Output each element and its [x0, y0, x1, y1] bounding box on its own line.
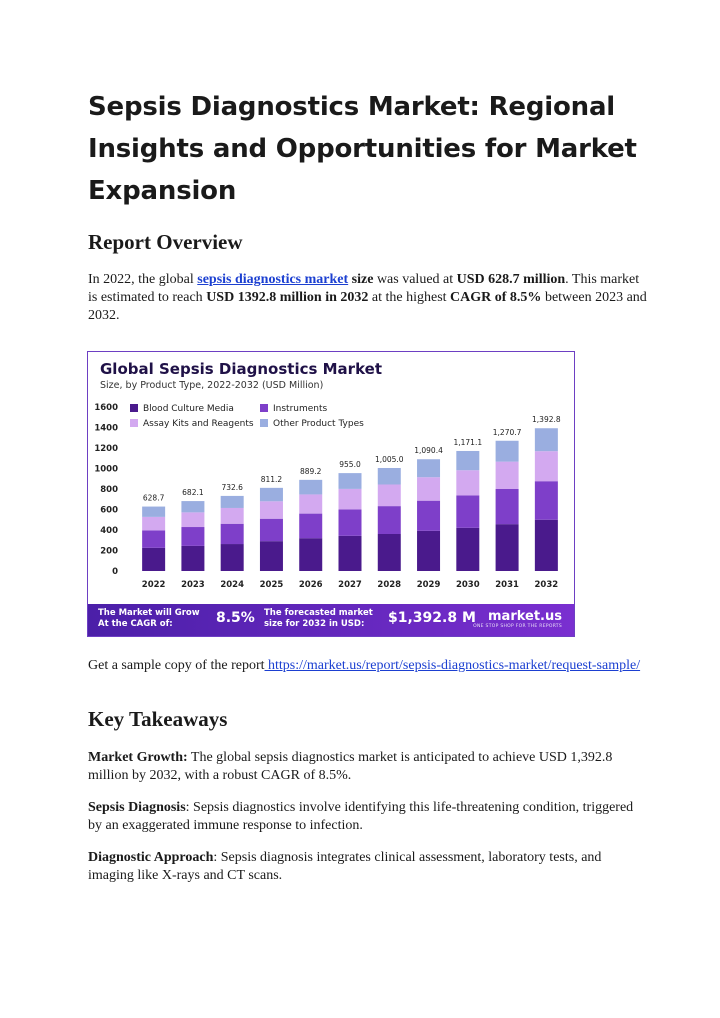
takeaway-label: Market Growth: [88, 750, 188, 765]
stacked-bar-chart [88, 352, 574, 602]
overview-text: . This market is estimated to reach [88, 272, 640, 305]
market-chart-figure [87, 351, 575, 637]
bar-total-label: 1,171.1 [453, 437, 483, 447]
y-tick-label: 0 [112, 567, 118, 577]
bar-segment [260, 488, 283, 501]
cagr-banner-value: 8.5% [216, 610, 255, 626]
bar-total-label: 889.2 [299, 466, 322, 476]
x-tick-label: 2028 [377, 580, 402, 590]
legend-label: Other Product Types [273, 419, 364, 429]
bar-segment [378, 468, 401, 485]
cagr-banner-label [98, 608, 200, 630]
value-2022: USD 628.7 million [456, 272, 566, 287]
y-tick-label: 1400 [94, 423, 118, 434]
x-tick-label: 2025 [259, 580, 284, 590]
sample-prefix: Get a sample copy of the report [88, 658, 265, 673]
x-tick-label: 2026 [298, 580, 323, 590]
x-tick-label: 2030 [455, 580, 480, 590]
bar-total-label: 682.1 [182, 488, 204, 498]
legend-label: Blood Culture Media [143, 404, 234, 414]
takeaway-label: Sepsis Diagnosis [88, 800, 186, 815]
value-2032: USD 1392.8 million in 2032 [206, 290, 369, 305]
report-overview-heading: Report Overview [88, 230, 243, 254]
forecast-banner-label [264, 608, 373, 630]
bar-total-label: 1,270.7 [492, 427, 522, 437]
bar-segment [299, 494, 322, 513]
market-us-logo: market.us [488, 609, 562, 624]
bar-segment [260, 501, 283, 518]
bar-segment [339, 509, 362, 535]
bar-segment [181, 512, 204, 527]
bar-total-label: 955.0 [339, 460, 361, 470]
overview-bold: size [351, 272, 374, 287]
y-tick-label: 200 [100, 546, 118, 557]
cagr-banner-line: At the CAGR of: [98, 619, 173, 629]
market-us-tagline: ONE STOP SHOP FOR THE REPORTS [473, 624, 562, 629]
overview-text: at the highest [368, 290, 451, 305]
bar-segment [535, 428, 558, 451]
bar-segment [496, 462, 519, 489]
report-overview-paragraph [88, 271, 648, 325]
takeaway-item [88, 799, 648, 835]
y-tick-label: 400 [100, 526, 118, 536]
legend-label: Assay Kits and Reagents [143, 419, 254, 429]
forecast-banner-line: size for 2032 in USD: [264, 619, 365, 629]
bar-total-label: 628.7 [142, 493, 165, 503]
takeaway-text: The global sepsis diagnostics market is anticipated to achieve USD 1,392.8 million by 2032, with a robust CAGR of 8.5%. [88, 750, 613, 783]
bar-segment [339, 536, 362, 571]
bar-segment [535, 451, 558, 481]
takeaway-label: Diagnostic Approach [88, 850, 214, 865]
bar-segment [221, 508, 244, 524]
bar-segment [299, 480, 322, 495]
bar-segment [339, 489, 362, 510]
y-tick-label: 1600 [94, 403, 118, 413]
y-tick-label: 1000 [94, 464, 118, 475]
bar-segment [221, 524, 244, 544]
x-tick-label: 2023 [181, 580, 205, 590]
y-tick-label: 600 [100, 505, 118, 516]
bar-segment [142, 548, 165, 571]
bar-segment [181, 546, 204, 571]
overview-text: In 2022, the global [88, 272, 198, 287]
bar-segment [456, 451, 479, 470]
y-tick-label: 800 [100, 485, 118, 495]
chart-subtitle: Size, by Product Type, 2022-2032 (USD Million) [100, 380, 324, 391]
bar-total-label: 811.2 [260, 474, 283, 484]
overview-text: between 2023 and 2032. [88, 290, 647, 323]
takeaway-text: : Sepsis diagnostics involve identifying this life-threatening condition, triggered by an exaggerated immune response to infection. [88, 800, 634, 833]
bar-segment [181, 527, 204, 546]
key-takeaways-heading: Key Takeaways [88, 707, 228, 731]
chart-title: Global Sepsis Diagnostics Market [100, 360, 382, 378]
x-tick-label: 2022 [141, 580, 166, 590]
summary-banner [88, 604, 574, 636]
overview-text: was valued at [373, 272, 457, 287]
bar-segment [456, 470, 479, 495]
bar-segment [181, 501, 204, 512]
bar-segment [417, 501, 440, 531]
takeaway-text: : Sepsis diagnosis integrates clinical assessment, laboratory tests, and imaging like X-rays and CT scans. [88, 850, 602, 883]
bar-segment [142, 507, 165, 517]
x-tick-label: 2029 [416, 580, 441, 590]
bar-segment [496, 524, 519, 571]
forecast-banner-value: $1,392.8 M [388, 610, 476, 626]
bar-segment [299, 538, 322, 571]
bar-total-label: 1,090.4 [414, 446, 443, 456]
bar-segment [378, 484, 401, 506]
y-tick-label: 1200 [94, 444, 118, 454]
takeaway-item [88, 849, 648, 885]
bar-total-label: 1,005.0 [374, 454, 404, 464]
bar-total-label: 1,392.8 [532, 415, 561, 425]
x-tick-label: 2031 [495, 580, 519, 590]
bar-segment [456, 495, 479, 527]
bar-segment [535, 481, 558, 520]
cagr-banner-line: The Market will Grow [98, 608, 200, 618]
x-tick-label: 2027 [338, 580, 362, 590]
bar-segment [417, 477, 440, 500]
bar-segment [339, 473, 362, 489]
bar-segment [456, 528, 479, 571]
x-tick-label: 2024 [220, 580, 245, 590]
bar-total-label: 732.6 [221, 482, 243, 492]
bar-segment [496, 489, 519, 524]
bar-segment [142, 517, 165, 531]
bar-segment [221, 496, 244, 508]
sepsis-market-link[interactable]: sepsis diagnostics market [197, 272, 349, 287]
cagr-value: CAGR of 8.5% [450, 290, 542, 305]
bar-segment [417, 531, 440, 571]
bar-segment [496, 441, 519, 462]
page-title: Sepsis Diagnostics Market: Regional Insights and Opportunities for Market Expansion [88, 92, 637, 206]
bar-segment [535, 520, 558, 571]
sample-paragraph [88, 657, 648, 675]
sample-report-link[interactable]: https://market.us/report/sepsis-diagnostics-market/request-sample/ [264, 658, 641, 673]
bar-segment [260, 541, 283, 571]
bar-segment [299, 514, 322, 539]
takeaway-item [88, 749, 648, 785]
forecast-banner-line: The forecasted market [264, 608, 373, 618]
x-tick-label: 2032 [534, 580, 559, 590]
bar-segment [260, 519, 283, 541]
bar-segment [142, 530, 165, 547]
bar-segment [417, 459, 440, 477]
bar-segment [378, 534, 401, 571]
legend-label: Instruments [273, 404, 328, 414]
bar-segment [221, 544, 244, 571]
bar-segment [378, 506, 401, 534]
